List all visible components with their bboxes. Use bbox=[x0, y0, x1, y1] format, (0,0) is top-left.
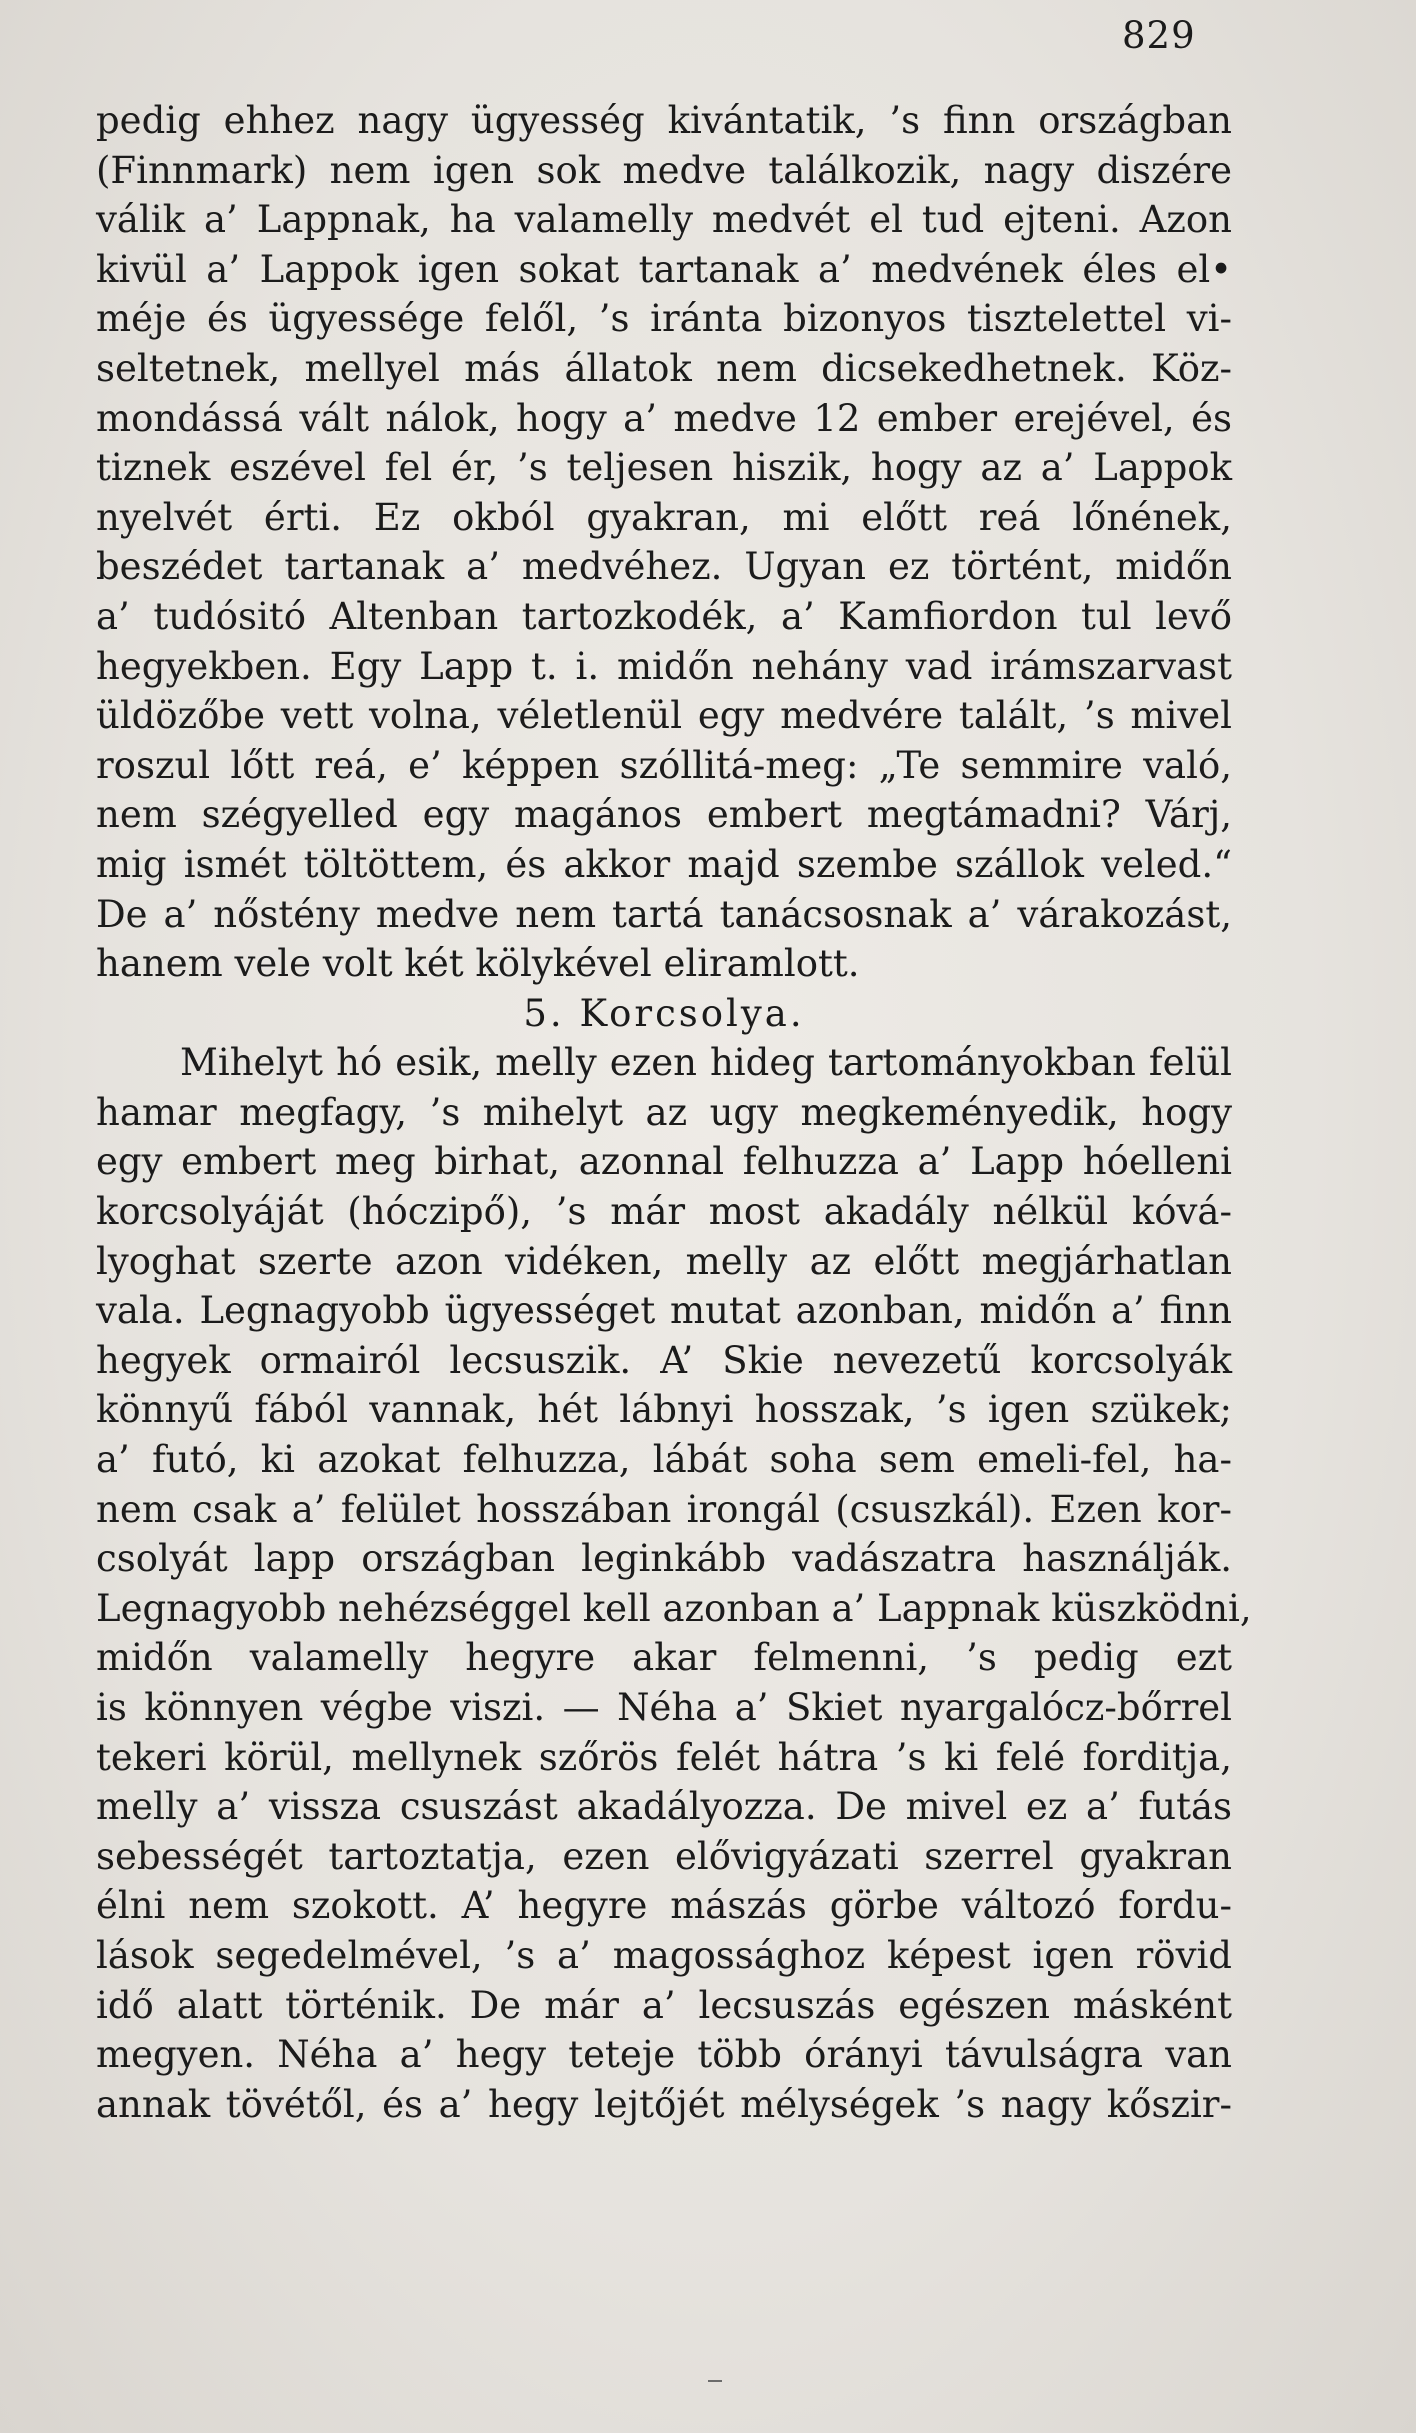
section-heading: 5. Korcsolya. bbox=[523, 991, 805, 1035]
text-line: megyen. Néha a’ hegy teteje több órányi távulságra van bbox=[96, 2033, 1232, 2077]
text-line: beszédet tartanak a’ medvéhez. Ugyan ez történt, midőn bbox=[96, 545, 1232, 589]
text-line: hanem vele volt két kölykével eliramlott. bbox=[96, 942, 860, 986]
text-line: lyoghat szerte azon vidéken, melly az előtt megjárhatlan bbox=[96, 1239, 1232, 1283]
text-line: könnyű fából vannak, hét lábnyi hosszak, ’s igen szükek; bbox=[96, 1388, 1232, 1432]
text-line: nem szégyelled egy magános embert megtámadni? Várj, bbox=[96, 793, 1232, 837]
text-line: vala. Legnagyobb ügyességet mutat azonban, midőn a’ finn bbox=[96, 1289, 1232, 1333]
text-line: (Finnmark) nem igen sok medve találkozik, nagy diszére bbox=[96, 148, 1232, 192]
text-line: hegyek ormairól lecsuszik. A’ Skie nevezetű korcsolyák bbox=[96, 1338, 1232, 1382]
text-line: a’ futó, ki azokat felhuzza, lábát soha sem emeli-fel, ha- bbox=[96, 1438, 1232, 1482]
text-line: is könnyen végbe viszi. — Néha a’ Skiet nyargalócz-bőrrel bbox=[96, 1686, 1232, 1729]
text-line: tekeri körül, mellynek szőrös felét hátra ’s ki felé forditja, bbox=[96, 1735, 1232, 1779]
text-line: De a’ nőstény medve nem tartá tanácsosnak a’ várakozást, bbox=[96, 892, 1232, 936]
text-line: midőn valamelly hegyre akar felmenni, ’s pedig ezt bbox=[96, 1636, 1232, 1680]
text-line: hegyekben. Egy Lapp t. i. midőn nehány vad irámszarvast bbox=[96, 644, 1232, 688]
text-line: seltetnek, mellyel más állatok nem dicsekedhetnek. Köz- bbox=[96, 346, 1232, 390]
text-line: pedig ehhez nagy ügyesség kivántatik, ’s finn országban bbox=[96, 99, 1232, 142]
text-line: hamar megfagy, ’s mihelyt az ugy megkeményedik, hogy bbox=[96, 1090, 1232, 1134]
text-line: melly a’ vissza csuszást akadályozza. De mivel ez a’ futás bbox=[96, 1785, 1232, 1829]
text-line: lások segedelmével, ’s a’ magossághoz képest igen rövid bbox=[96, 1933, 1232, 1977]
text-block bbox=[96, 96, 1252, 2129]
text-line: élni nem szokott. A’ hegyre mászás görbe változó fordu- bbox=[96, 1884, 1232, 1928]
text-line: tiznek eszével fel ér, ’s teljesen hiszik, hogy az a’ Lappok bbox=[96, 446, 1232, 490]
text-line: Legnagyobb nehézséggel kell azonban a’ Lappnak küszködni, bbox=[96, 1586, 1252, 1630]
text-line: Mihelyt hó esik, melly ezen hideg tartományokban felül bbox=[180, 1041, 1232, 1085]
text-line: nyelvét érti. Ez okból gyakran, mi előtt reá lőnének, bbox=[96, 495, 1232, 539]
text-line: mig ismét töltöttem, és akkor majd szembe szállok veled.“ bbox=[96, 842, 1232, 886]
text-line: nem csak a’ felület hosszában irongál (csuszkál). Ezen kor- bbox=[96, 1487, 1232, 1531]
text-line: mondássá vált nálok, hogy a’ medve 12 ember erejével, és bbox=[96, 396, 1232, 440]
text-line: roszul lőtt reá, e’ képpen szóllitá-meg: „Te semmire való, bbox=[96, 743, 1232, 787]
text-line: annak tövétől, és a’ hegy lejtőjét mélységek ’s nagy kőszir- bbox=[96, 2082, 1232, 2126]
text-line: sebességét tartoztatja, ezen elővigyázati szerrel gyakran bbox=[96, 1834, 1232, 1878]
text-line: a’ tudósitó Altenban tartozkodék, a’ Kamfiordon tul levő bbox=[96, 594, 1232, 638]
text-line: csolyát lapp országban leginkább vadászatra használják. bbox=[96, 1537, 1232, 1581]
page-number: 829 bbox=[1122, 14, 1196, 57]
text-line: válik a’ Lappnak, ha valamelly medvét el tud ejteni. Azon bbox=[96, 198, 1232, 242]
text-line: korcsolyáját (hóczipő), ’s már most akadály nélkül kóvá- bbox=[96, 1190, 1232, 1234]
text-line: méje és ügyessége felől, ’s iránta bizonyos tisztelettel vi- bbox=[96, 297, 1232, 341]
text-line: kivül a’ Lappok igen sokat tartanak a’ medvének éles el• bbox=[96, 247, 1232, 291]
text-line: üldözőbe vett volna, véletlenül egy medvére talált, ’s mivel bbox=[96, 694, 1232, 738]
text-line: egy embert meg birhat, azonnal felhuzza a’ Lapp hóelleni bbox=[96, 1140, 1232, 1184]
text-line: idő alatt történik. De már a’ lecsuszás egészen másként bbox=[96, 1983, 1232, 2027]
footer-dash-mark bbox=[708, 2380, 722, 2382]
